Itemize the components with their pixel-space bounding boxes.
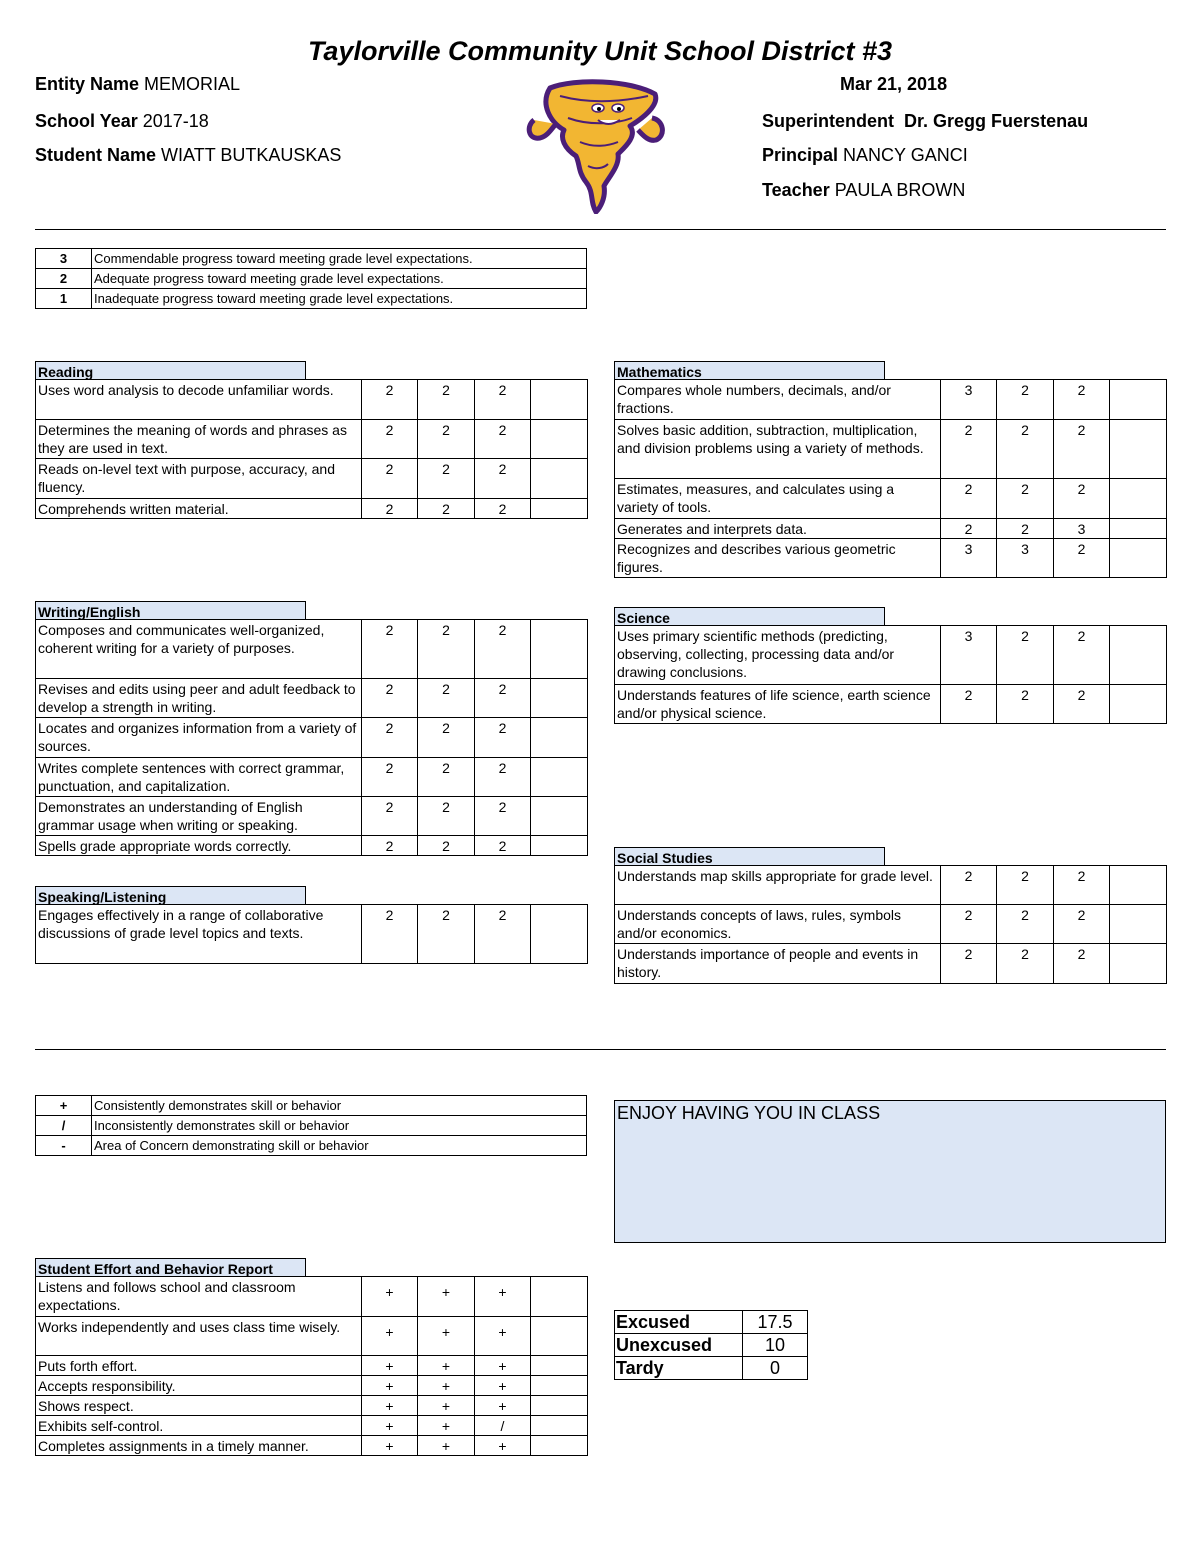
skill-desc: Spells grade appropriate words correctly. <box>36 836 362 856</box>
table-row <box>615 380 1167 420</box>
table-row <box>615 479 1167 519</box>
grade-cell <box>1110 626 1167 685</box>
grade-cell: 2 <box>475 718 531 758</box>
entity-name <box>35 74 240 95</box>
grade-cell <box>1110 866 1167 905</box>
grade-cell: + <box>418 1317 475 1356</box>
table-row <box>36 758 588 797</box>
skill-desc: Determines the meaning of words and phrases as they are used in text. <box>36 420 362 459</box>
grade-cell: 2 <box>362 620 418 679</box>
attendance-row <box>615 1334 808 1357</box>
student-label: Student Name <box>35 145 157 165</box>
skill-desc: Engages effectively in a range of collaborative discussions of grade level topics and texts. <box>36 905 362 964</box>
grade-cell: 2 <box>941 420 997 479</box>
grade-cell: 2 <box>418 620 475 679</box>
attendance-value: 0 <box>743 1357 808 1380</box>
grade-cell: 2 <box>475 459 531 499</box>
grade-cell: 2 <box>475 758 531 797</box>
grade-cell: 3 <box>941 539 997 578</box>
grade-cell: 2 <box>941 685 997 724</box>
grade-cell <box>531 620 588 679</box>
legend-text: Consistently demonstrates skill or behavior <box>92 1096 587 1116</box>
grade-cell: 2 <box>997 626 1054 685</box>
grade-cell: 3 <box>941 380 997 420</box>
table-row <box>36 620 588 679</box>
table-row <box>36 797 588 836</box>
skill-desc: Comprehends written material. <box>36 499 362 519</box>
grade-cell <box>531 1317 588 1356</box>
grade-cell: 2 <box>997 420 1054 479</box>
legend-row <box>36 1096 587 1116</box>
grade-cell: 2 <box>1054 866 1110 905</box>
table-row <box>36 380 588 420</box>
grade-cell: + <box>418 1277 475 1317</box>
behavior-legend <box>35 1095 587 1156</box>
student-value: WIATT BUTKAUSKAS <box>161 145 342 165</box>
grade-cell: 2 <box>997 685 1054 724</box>
grade-cell: 2 <box>1054 905 1110 944</box>
legend-key: 2 <box>36 269 92 289</box>
grade-cell: 2 <box>418 797 475 836</box>
skill-desc: Reads on-level text with purpose, accuracy, and fluency. <box>36 459 362 499</box>
grade-cell: 2 <box>362 499 418 519</box>
attendance-value: 10 <box>743 1334 808 1357</box>
skill-desc: Generates and interprets data. <box>615 519 941 539</box>
attendance-table <box>614 1310 808 1380</box>
grade-cell: 2 <box>362 797 418 836</box>
grade-cell: 2 <box>418 718 475 758</box>
grade-cell: 3 <box>1054 519 1110 539</box>
grade-cell: 2 <box>475 905 531 964</box>
grade-cell <box>531 1396 588 1416</box>
grade-cell: 2 <box>1054 380 1110 420</box>
skill-desc: Locates and organizes information from a variety of sources. <box>36 718 362 758</box>
grade-cell <box>531 758 588 797</box>
table-row <box>615 539 1167 578</box>
entity-value: MEMORIAL <box>144 74 241 94</box>
skill-desc: Understands map skills appropriate for grade level. <box>615 866 941 905</box>
grade-cell: 2 <box>418 679 475 718</box>
grade-cell: + <box>418 1376 475 1396</box>
grade-cell: 2 <box>997 380 1054 420</box>
grade-cell: + <box>418 1356 475 1376</box>
grade-cell: 3 <box>941 626 997 685</box>
skill-desc: Composes and communicates well-organized, coherent writing for a variety of purposes. <box>36 620 362 679</box>
grade-cell: 2 <box>1054 944 1110 984</box>
skill-desc: Understands concepts of laws, rules, symbols and/or economics. <box>615 905 941 944</box>
table-row <box>615 866 1167 905</box>
skill-desc: Uses word analysis to decode unfamiliar words. <box>36 380 362 420</box>
legend-key: / <box>36 1116 92 1136</box>
superintendent-label: Superintendent <box>762 111 895 131</box>
grade-cell: + <box>362 1356 418 1376</box>
writing-table <box>35 619 588 856</box>
legend-row <box>36 289 587 309</box>
table-row <box>36 905 588 964</box>
grade-cell: 2 <box>418 836 475 856</box>
legend-row <box>36 269 587 289</box>
grade-cell: 2 <box>1054 685 1110 724</box>
grade-cell <box>531 797 588 836</box>
teacher-comment: ENJOY HAVING YOU IN CLASS <box>614 1100 1166 1243</box>
tornado-mascot-logo <box>520 74 670 214</box>
legend-text: Inconsistently demonstrates skill or behavior <box>92 1116 587 1136</box>
section-divider <box>35 1049 1166 1050</box>
grade-cell: 2 <box>997 944 1054 984</box>
grade-cell: + <box>362 1416 418 1436</box>
skill-desc: Demonstrates an understanding of English grammar usage when writing or speaking. <box>36 797 362 836</box>
grade-cell: 2 <box>941 905 997 944</box>
grade-cell <box>1110 420 1167 479</box>
table-row <box>36 1376 588 1396</box>
grade-cell: 3 <box>997 539 1054 578</box>
legend-row <box>36 249 587 269</box>
grade-cell: 2 <box>941 479 997 519</box>
skill-desc: Puts forth effort. <box>36 1356 362 1376</box>
grade-cell: 2 <box>1054 626 1110 685</box>
grade-cell: 2 <box>418 499 475 519</box>
grade-cell <box>1110 685 1167 724</box>
skill-desc: Works independently and uses class time wisely. <box>36 1317 362 1356</box>
legend-key: + <box>36 1096 92 1116</box>
grade-cell <box>1110 479 1167 519</box>
table-row <box>36 1317 588 1356</box>
grade-cell: + <box>475 1376 531 1396</box>
speaking-table <box>35 904 588 964</box>
grade-cell: 2 <box>418 459 475 499</box>
grade-cell: 2 <box>997 866 1054 905</box>
superintendent <box>762 111 1088 132</box>
social-table <box>614 865 1167 984</box>
skill-desc: Estimates, measures, and calculates using a variety of tools. <box>615 479 941 519</box>
grade-cell <box>531 499 588 519</box>
grade-cell: 2 <box>475 420 531 459</box>
grade-cell: 2 <box>1054 479 1110 519</box>
math-title: Mathematics <box>614 361 885 380</box>
grade-cell <box>531 1376 588 1396</box>
grade-cell: + <box>418 1396 475 1416</box>
grade-cell: 2 <box>418 420 475 459</box>
legend-row <box>36 1136 587 1156</box>
principal <box>762 145 968 166</box>
grade-cell: 2 <box>475 620 531 679</box>
report-date: Mar 21, 2018 <box>840 74 948 94</box>
table-row <box>36 1356 588 1376</box>
school-year-value: 2017-18 <box>142 111 209 131</box>
attendance-row <box>615 1311 808 1334</box>
science-table <box>614 625 1167 724</box>
grade-cell <box>531 420 588 459</box>
grade-cell: 2 <box>941 866 997 905</box>
grade-cell: 2 <box>997 479 1054 519</box>
grade-cell <box>531 380 588 420</box>
grade-cell: 2 <box>362 420 418 459</box>
grade-cell <box>531 1416 588 1436</box>
grade-cell: + <box>362 1376 418 1396</box>
grade-cell: 2 <box>1054 539 1110 578</box>
student-name <box>35 145 341 166</box>
grade-cell: 2 <box>941 519 997 539</box>
legend-text: Area of Concern demonstrating skill or behavior <box>92 1136 587 1156</box>
table-row <box>615 626 1167 685</box>
grade-cell: + <box>362 1396 418 1416</box>
grade-cell: 2 <box>362 459 418 499</box>
attendance-label: Unexcused <box>615 1334 743 1357</box>
attendance-value: 17.5 <box>743 1311 808 1334</box>
legend-key: 1 <box>36 289 92 309</box>
grade-cell <box>531 459 588 499</box>
grade-cell <box>531 1436 588 1456</box>
skill-desc: Recognizes and describes various geometric figures. <box>615 539 941 578</box>
grade-cell: 2 <box>475 679 531 718</box>
grade-legend <box>35 248 587 309</box>
attendance-label: Tardy <box>615 1357 743 1380</box>
attendance-label: Excused <box>615 1311 743 1334</box>
grade-cell <box>531 836 588 856</box>
skill-desc: Listens and follows school and classroom expectations. <box>36 1277 362 1317</box>
grade-cell <box>531 679 588 718</box>
table-row <box>36 679 588 718</box>
skill-desc: Understands features of life science, earth science and/or physical science. <box>615 685 941 724</box>
grade-cell: + <box>475 1356 531 1376</box>
table-row <box>36 718 588 758</box>
table-row <box>36 459 588 499</box>
legend-key: 3 <box>36 249 92 269</box>
social-title: Social Studies <box>614 847 885 866</box>
grade-cell: + <box>418 1416 475 1436</box>
table-row <box>36 1416 588 1436</box>
grade-cell: 2 <box>475 836 531 856</box>
skill-desc: Completes assignments in a timely manner. <box>36 1436 362 1456</box>
reading-table <box>35 379 588 519</box>
grade-cell: 2 <box>362 380 418 420</box>
legend-row <box>36 1116 587 1136</box>
legend-text: Inadequate progress toward meeting grade level expectations. <box>92 289 587 309</box>
skill-desc: Exhibits self-control. <box>36 1416 362 1436</box>
grade-cell <box>1110 905 1167 944</box>
speaking-title: Speaking/Listening <box>35 886 306 905</box>
table-row <box>36 420 588 459</box>
grade-cell: 2 <box>997 519 1054 539</box>
grade-cell: / <box>475 1416 531 1436</box>
grade-cell: 2 <box>941 944 997 984</box>
grade-cell: + <box>475 1317 531 1356</box>
teacher <box>762 180 965 201</box>
grade-cell <box>531 905 588 964</box>
table-row <box>615 944 1167 984</box>
principal-label: Principal <box>762 145 839 165</box>
legend-key: - <box>36 1136 92 1156</box>
table-row <box>36 1277 588 1317</box>
table-row <box>36 1396 588 1416</box>
grade-cell: + <box>418 1436 475 1456</box>
table-row <box>36 1436 588 1456</box>
writing-title: Writing/English <box>35 601 306 620</box>
attendance-row <box>615 1357 808 1380</box>
grade-cell <box>531 1277 588 1317</box>
table-row <box>36 499 588 519</box>
grade-cell: + <box>362 1436 418 1456</box>
grade-cell <box>1110 380 1167 420</box>
grade-cell: + <box>475 1396 531 1416</box>
legend-text: Commendable progress toward meeting grade level expectations. <box>92 249 587 269</box>
grade-cell: 2 <box>1054 420 1110 479</box>
grade-cell: 2 <box>475 797 531 836</box>
grade-cell: 2 <box>362 836 418 856</box>
grade-cell: 2 <box>418 758 475 797</box>
grade-cell: 2 <box>997 905 1054 944</box>
grade-cell: + <box>362 1317 418 1356</box>
behavior-table <box>35 1276 588 1456</box>
header-divider <box>35 229 1166 230</box>
science-title: Science <box>614 607 885 626</box>
grade-cell: + <box>362 1277 418 1317</box>
grade-cell: 2 <box>362 718 418 758</box>
skill-desc: Compares whole numbers, decimals, and/or fractions. <box>615 380 941 420</box>
skill-desc: Writes complete sentences with correct grammar, punctuation, and capitalization. <box>36 758 362 797</box>
grade-cell: + <box>475 1277 531 1317</box>
table-row <box>615 905 1167 944</box>
school-year <box>35 111 209 132</box>
skill-desc: Solves basic addition, subtraction, multiplication, and division problems using a variety of methods. <box>615 420 941 479</box>
legend-text: Adequate progress toward meeting grade level expectations. <box>92 269 587 289</box>
grade-cell: 2 <box>418 905 475 964</box>
behavior-title: Student Effort and Behavior Report <box>35 1258 306 1277</box>
grade-cell: 2 <box>418 380 475 420</box>
teacher-value: PAULA BROWN <box>834 180 966 200</box>
school-year-label: School Year <box>35 111 138 131</box>
skill-desc: Understands importance of people and events in history. <box>615 944 941 984</box>
table-row <box>615 420 1167 479</box>
grade-cell: 2 <box>475 499 531 519</box>
grade-cell <box>1110 519 1167 539</box>
table-row <box>615 685 1167 724</box>
grade-cell <box>1110 944 1167 984</box>
grade-cell: 2 <box>475 380 531 420</box>
reading-title: Reading <box>35 361 306 380</box>
grade-cell <box>1110 539 1167 578</box>
skill-desc: Uses primary scientific methods (predicting, observing, collecting, processing data and/or drawing conclusions. <box>615 626 941 685</box>
grade-cell: 2 <box>362 679 418 718</box>
skill-desc: Accepts responsibility. <box>36 1376 362 1396</box>
principal-value: NANCY GANCI <box>843 145 968 165</box>
skill-desc: Shows respect. <box>36 1396 362 1416</box>
district-title: Taylorville Community Unit School District #3 <box>307 36 893 66</box>
superintendent-value: Dr. Gregg Fuerstenau <box>904 111 1089 131</box>
grade-cell: 2 <box>362 905 418 964</box>
math-table <box>614 379 1167 578</box>
grade-cell <box>531 1356 588 1376</box>
grade-cell <box>531 718 588 758</box>
skill-desc: Revises and edits using peer and adult feedback to develop a strength in writing. <box>36 679 362 718</box>
table-row <box>615 519 1167 539</box>
grade-cell: + <box>475 1436 531 1456</box>
teacher-label: Teacher <box>762 180 830 200</box>
entity-label: Entity Name <box>35 74 140 94</box>
table-row <box>36 836 588 856</box>
grade-cell: 2 <box>362 758 418 797</box>
